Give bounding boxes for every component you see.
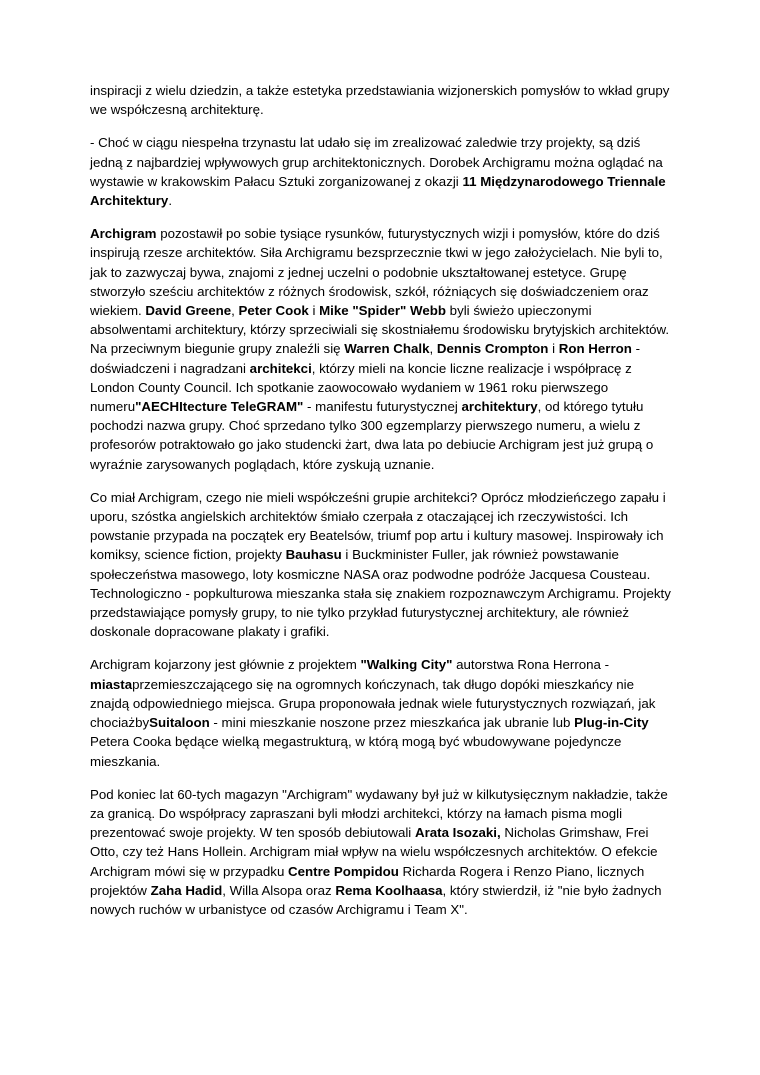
text-run: , którzy mieli na koncie liczne realizacje i współpracę z London County Council. Ich spotkanie zaowocowało wydaniem w 1961 roku pierwszego numeru [90,360,632,415]
text-run: i [308,303,320,319]
bold-text-run: architekci [249,360,312,376]
text-run: - doświadczeni i nagradzani [90,341,641,376]
text-run: Pod koniec lat 60-tych magazyn "Archigram" wydawany był już w kilkutysięcznym nakładzie, także za granicą. Do współpracy zapraszani byli młodzi architekci, którzy na łamach pisma mogli prezentować swoje projekty. W ten sposób debiutowali [90,786,668,841]
bold-text-run: "Walking City" [360,657,453,673]
text-run: , od którego tytułu pochodzi nazwa grupy. Choć sprzedano tylko 300 egzemplarzy pierwszego numeru, a wielu z profesorów potraktowało go jako studencki żart, dwa lata po debiucie Archigram jest już grupą o wyraźnie zarysowanych poglądach, które zyskują uznanie. [90,399,654,472]
text-run: Nicholas Grimshaw, Frei Otto, czy też Hans Hollein. Archigram miał wpływ na wielu współczesnych architektów. O efekcie Archigram mówi się w przypadku [90,825,658,879]
text-run: . [168,193,173,209]
text-run: , Willa Alsopa oraz [222,882,336,898]
bold-text-run: David Greene [145,303,232,319]
text-run: , [231,303,239,319]
bold-text-run: Bauhasu [285,547,342,563]
bold-text-run: Zaha Hadid [150,882,223,898]
text-run: , [429,341,437,357]
paragraph [90,785,672,919]
text-run: i Buckminister Fuller, jak również powstawanie społeczeństwa masowego, loty kosmiczne NASA oraz podwodne podróże Jacquesa Cousteau. Technologiczno - popkulturowa mieszanka stała się znakiem rozpoznawczym Archigramu. Projekty przedstawiające pomysły grupy, to nie tylko przykład futurystycznej architektury, ale również doskonale dopracowane plakaty i grafiki. [90,547,671,640]
text-run: autorstwa Rona Herrona - [452,657,610,673]
bold-text-run: Dennis Crompton [436,341,549,357]
paragraph [90,81,672,119]
bold-text-run: Warren Chalk [344,341,430,357]
bold-text-run: Rema Koolhaasa [335,882,443,898]
text-run: pozostawił po sobie tysiące rysunków, futurystycznych wizji i pomysłów, które do dziś inspirują rzesze architektów. Siła Archigramu bezsprzecznie tkwi w jego założycielach. Nie byli to, jak to zazwyczaj bywa, znajomi z jednej uczelni o podobnie ukształtowanej estetyce. Grupę stworzyło sześciu architektów z różnych środowisk, szkół, różniących się doświadczeniem oraz wiekiem. [90,226,663,319]
text-run: - Choć w ciągu niespełna trzynastu lat udało się im zrealizować zaledwie trzy projekty, są dziś jedną z najbardziej wpływowych grup architektonicznych. Dorobek Archigramu można oglądać na wystawie w krakowskim Pałacu Sztuki zorganizowanej z okazji [90,135,663,189]
bold-text-run: Peter Cook [238,303,309,319]
text-run: - mini mieszkanie noszone przez mieszkańca jak ubranie lub [209,715,575,731]
bold-text-run: architektury [461,399,538,415]
paragraph [90,224,672,474]
text-run: Co miał Archigram, czego nie mieli współcześni grupie architekci? Oprócz młodzieńczego zapału i uporu, szóstka angielskich architektów śmiało czerpała z otaczającej ich rzeczywistości. Ich powstanie przypada na początek ery Beatelsów, triumf pop artu i kultury masowej. Inspirowały ich komiksy, science fiction, projekty [90,489,666,563]
text-run: i [548,341,559,357]
bold-text-run: miasta [90,676,133,692]
bold-text-run: Centre Pompidou [288,863,399,879]
bold-text-run: Plug-in-City [574,715,649,731]
text-run: - manifestu futurystycznej [303,399,462,415]
text-run: Richarda Rogera i Renzo Piano, licznych projektów [90,863,645,898]
bold-text-run: Ron Herron [558,341,632,357]
text-run: przemieszczającego się na ogromnych kończynach, tak długo dopóki mieszkańcy nie znajdą odpowiedniego miejsca. Grupa proponowała jednak wiele futurystycznych rozwiązań, jak chociażby [90,676,656,731]
bold-text-run: "AECHItecture TeleGRAM" [135,399,304,415]
text-run: Petera Cooka będące wielką megastrukturą, w którą mogą być wbudowywane pojedyncze mieszkania. [90,734,622,769]
paragraph [90,133,672,210]
bold-text-run: Mike "Spider" Webb [319,303,446,319]
bold-text-run: Arata Isozaki, [414,825,501,841]
article-body [90,81,672,919]
bold-text-run: 11 Międzynarodowego Triennale Architektury [90,173,666,209]
text-run: byli świeżo upieczonymi absolwentami architektury, którzy sprzeciwiali się skostniałemu środowisku brytyjskich architektów. Na przeciwnym biegunie grupy znaleźli się [90,303,670,357]
paragraph [90,655,672,770]
text-run: inspiracji z wielu dziedzin, a także estetyka przedstawiania wizjonerskich pomysłów to wkład grupy we współczesną architekturę. [90,83,670,118]
bold-text-run: Suitaloon [149,715,210,731]
text-run: Archigram kojarzony jest głównie z projektem [90,657,361,673]
text-run: , który stwierdził, iż "nie było żadnych nowych ruchów w urbanistyce od czasów Archigramu i Team X". [90,882,662,917]
bold-text-run: Archigram [90,226,157,242]
paragraph [90,488,672,642]
